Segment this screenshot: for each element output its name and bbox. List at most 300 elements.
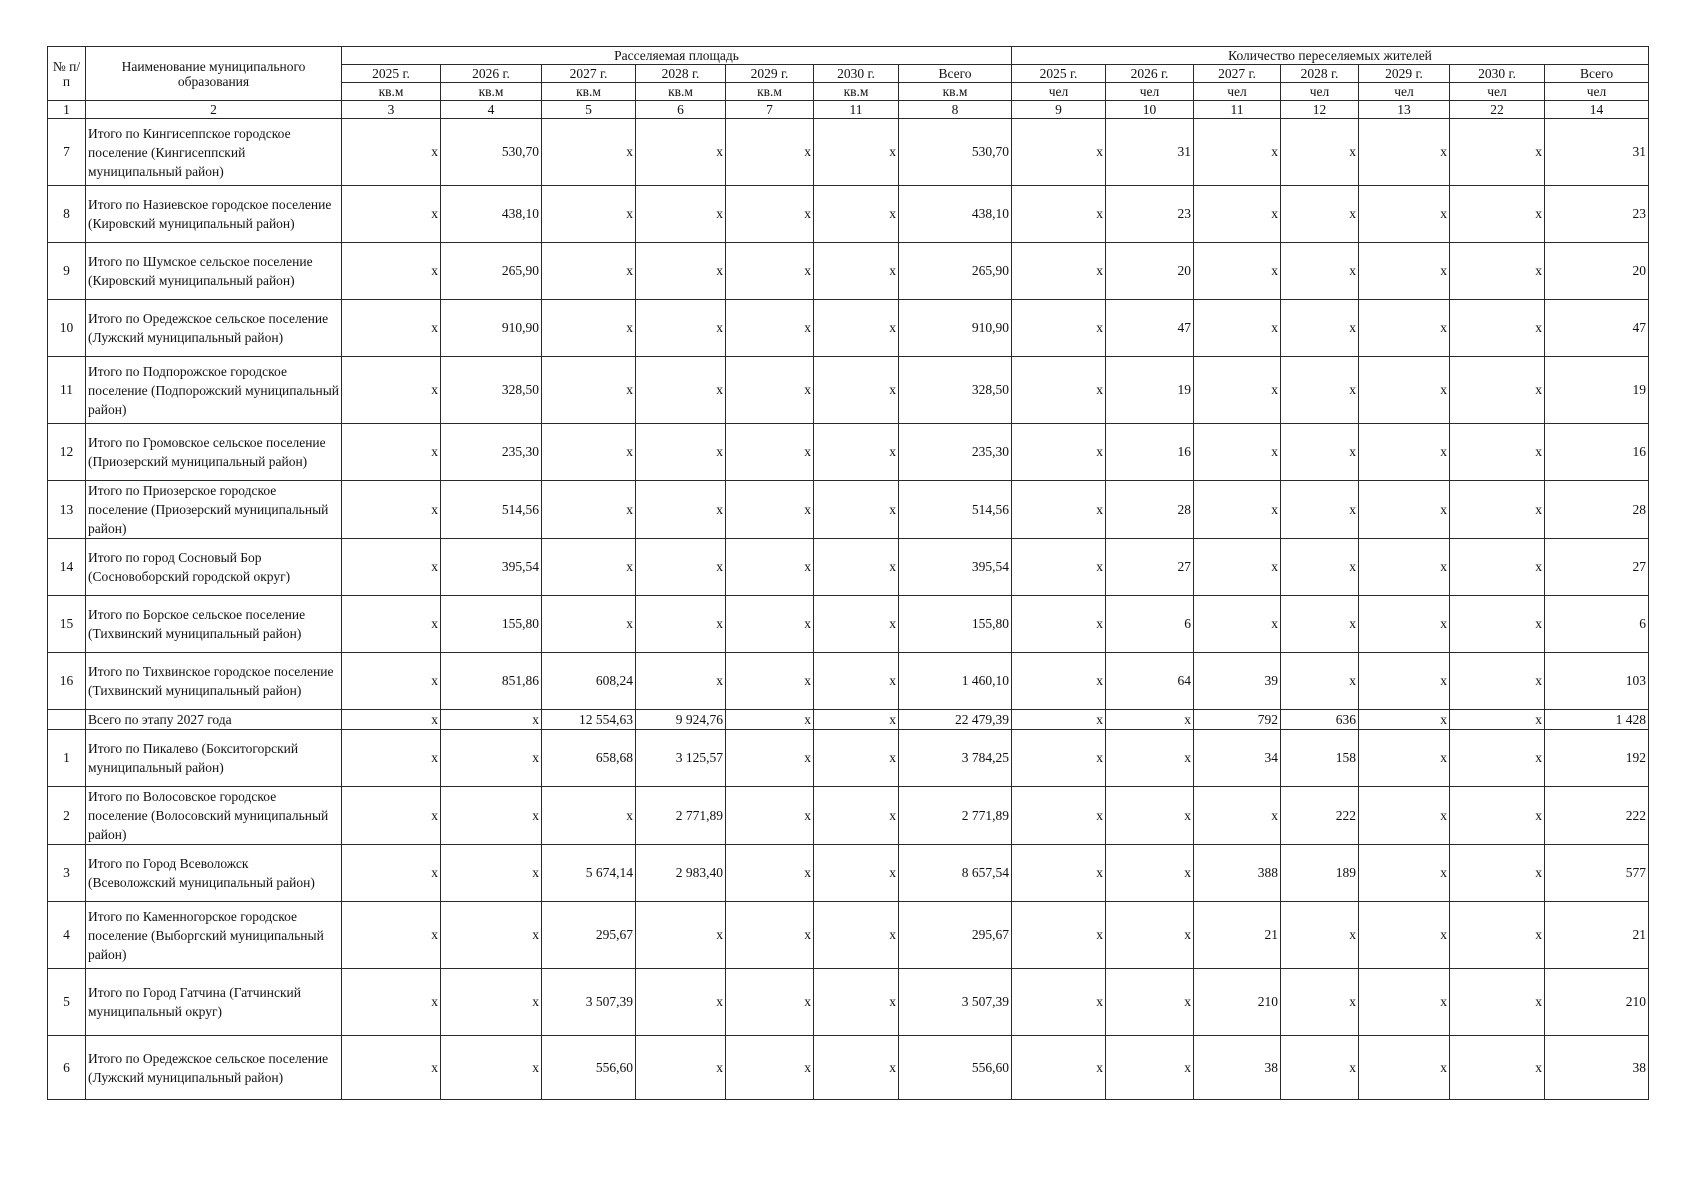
area-value-cell: x — [814, 481, 899, 539]
area-value-cell: x — [726, 730, 814, 787]
area-value-cell: x — [441, 902, 542, 969]
residents-total-cell: 6 — [1545, 596, 1649, 653]
residents-value-cell: x — [1012, 357, 1106, 424]
area-value-cell: x — [441, 1036, 542, 1100]
area-value-cell: x — [814, 186, 899, 243]
municipality-name: Итого по Борское сельское поселение (Тихвинский муниципальный район) — [86, 596, 342, 653]
table-row — [48, 539, 1649, 596]
area-value-cell: x — [342, 653, 441, 710]
municipality-name: Всего по этапу 2027 года — [86, 710, 342, 730]
area-value-cell: x — [342, 119, 441, 186]
residents-value-cell: 210 — [1194, 969, 1281, 1036]
residents-value-cell: x — [1012, 481, 1106, 539]
column-number: 14 — [1545, 101, 1649, 119]
header-residents-year: 2025 г. — [1012, 65, 1106, 83]
header-area-year: 2028 г. — [636, 65, 726, 83]
area-value-cell: x — [814, 1036, 899, 1100]
residents-value-cell: x — [1450, 596, 1545, 653]
area-value-cell: x — [636, 969, 726, 1036]
municipality-name: Итого по Оредежское сельское поселение (Лужский муниципальный район) — [86, 300, 342, 357]
area-value-cell: x — [726, 300, 814, 357]
area-value-cell: x — [342, 243, 441, 300]
municipality-name: Итого по Пикалево (Бокситогорский муниципальный район) — [86, 730, 342, 787]
row-number: 14 — [48, 539, 86, 596]
table-row — [48, 300, 1649, 357]
header-residents-unit: чел — [1545, 83, 1649, 101]
area-total-cell: 8 657,54 — [899, 845, 1012, 902]
residents-value-cell: x — [1359, 596, 1450, 653]
area-value-cell: 235,30 — [441, 424, 542, 481]
area-value-cell: 556,60 — [542, 1036, 636, 1100]
residents-value-cell: x — [1450, 119, 1545, 186]
residents-value-cell: 38 — [1194, 1036, 1281, 1100]
area-value-cell: 658,68 — [542, 730, 636, 787]
area-value-cell: x — [814, 119, 899, 186]
residents-value-cell: 39 — [1194, 653, 1281, 710]
area-total-cell: 395,54 — [899, 539, 1012, 596]
area-value-cell: 438,10 — [441, 186, 542, 243]
area-value-cell: x — [636, 357, 726, 424]
residents-total-cell: 47 — [1545, 300, 1649, 357]
area-value-cell: x — [814, 424, 899, 481]
header-residents-unit: чел — [1281, 83, 1359, 101]
header-num: № п/п — [48, 47, 86, 101]
residents-value-cell: x — [1359, 1036, 1450, 1100]
area-value-cell: x — [726, 481, 814, 539]
residents-value-cell: x — [1012, 596, 1106, 653]
table-body — [48, 119, 1649, 1100]
area-value-cell: x — [342, 186, 441, 243]
residents-value-cell: x — [1281, 1036, 1359, 1100]
residents-value-cell: x — [1012, 653, 1106, 710]
area-value-cell: 12 554,63 — [542, 710, 636, 730]
area-total-cell: 438,10 — [899, 186, 1012, 243]
row-number: 15 — [48, 596, 86, 653]
municipality-name: Итого по Оредежское сельское поселение (Лужский муниципальный район) — [86, 1036, 342, 1100]
row-number: 2 — [48, 787, 86, 845]
area-value-cell: x — [726, 424, 814, 481]
residents-value-cell: x — [1012, 424, 1106, 481]
residents-value-cell: x — [1359, 969, 1450, 1036]
residents-value-cell: x — [1281, 653, 1359, 710]
area-value-cell: x — [814, 539, 899, 596]
area-value-cell: 9 924,76 — [636, 710, 726, 730]
residents-value-cell: x — [1194, 186, 1281, 243]
residents-value-cell: x — [1106, 902, 1194, 969]
residents-value-cell: x — [1281, 969, 1359, 1036]
residents-value-cell: x — [1359, 787, 1450, 845]
residents-value-cell: x — [1281, 186, 1359, 243]
residents-value-cell: x — [1194, 243, 1281, 300]
table-header — [48, 47, 1649, 119]
header-area-year: 2026 г. — [441, 65, 542, 83]
area-value-cell: x — [342, 424, 441, 481]
header-residents-year: 2026 г. — [1106, 65, 1194, 83]
header-residents-unit: чел — [1012, 83, 1106, 101]
area-value-cell: x — [636, 1036, 726, 1100]
residents-value-cell: x — [1012, 1036, 1106, 1100]
area-total-cell: 514,56 — [899, 481, 1012, 539]
header-area-year: 2027 г. — [542, 65, 636, 83]
residents-value-cell: x — [1012, 902, 1106, 969]
column-number: 3 — [342, 101, 441, 119]
area-value-cell: x — [441, 969, 542, 1036]
residents-value-cell: x — [1012, 300, 1106, 357]
column-number: 2 — [86, 101, 342, 119]
area-value-cell: x — [814, 653, 899, 710]
area-value-cell: 155,80 — [441, 596, 542, 653]
residents-value-cell: 64 — [1106, 653, 1194, 710]
area-value-cell: x — [726, 243, 814, 300]
header-residents-unit: чел — [1106, 83, 1194, 101]
area-total-cell: 235,30 — [899, 424, 1012, 481]
area-value-cell: x — [726, 119, 814, 186]
header-area-year: 2030 г. — [814, 65, 899, 83]
area-value-cell: 3 507,39 — [542, 969, 636, 1036]
area-value-cell: x — [814, 596, 899, 653]
header-residents-year: 2029 г. — [1359, 65, 1450, 83]
residents-value-cell: x — [1450, 653, 1545, 710]
residents-value-cell: x — [1450, 710, 1545, 730]
residents-value-cell: x — [1281, 243, 1359, 300]
area-total-cell: 556,60 — [899, 1036, 1012, 1100]
area-value-cell: x — [441, 787, 542, 845]
area-value-cell: x — [814, 969, 899, 1036]
header-area-year: 2025 г. — [342, 65, 441, 83]
area-value-cell: x — [342, 969, 441, 1036]
header-area-unit: кв.м — [726, 83, 814, 101]
row-number: 13 — [48, 481, 86, 539]
municipality-name: Итого по Громовское сельское поселение (Приозерский муниципальный район) — [86, 424, 342, 481]
area-value-cell: 395,54 — [441, 539, 542, 596]
residents-value-cell: x — [1450, 300, 1545, 357]
area-value-cell: x — [814, 710, 899, 730]
area-total-cell: 295,67 — [899, 902, 1012, 969]
area-value-cell: x — [342, 481, 441, 539]
residents-value-cell: x — [1194, 787, 1281, 845]
column-number: 7 — [726, 101, 814, 119]
residents-value-cell: x — [1359, 845, 1450, 902]
row-number: 8 — [48, 186, 86, 243]
residents-value-cell: 28 — [1106, 481, 1194, 539]
residents-value-cell: 31 — [1106, 119, 1194, 186]
row-number: 12 — [48, 424, 86, 481]
table-row — [48, 902, 1649, 969]
residents-value-cell: x — [1359, 730, 1450, 787]
area-total-cell: 2 771,89 — [899, 787, 1012, 845]
residents-value-cell: x — [1012, 119, 1106, 186]
row-number: 9 — [48, 243, 86, 300]
column-number: 11 — [1194, 101, 1281, 119]
area-total-cell: 328,50 — [899, 357, 1012, 424]
row-number: 7 — [48, 119, 86, 186]
resettlement-table — [47, 46, 1649, 1100]
header-area-unit: кв.м — [342, 83, 441, 101]
area-value-cell: x — [441, 730, 542, 787]
area-total-cell: 3 784,25 — [899, 730, 1012, 787]
table-row — [48, 787, 1649, 845]
area-value-cell: x — [814, 300, 899, 357]
area-value-cell: x — [726, 969, 814, 1036]
area-value-cell: 514,56 — [441, 481, 542, 539]
header-area-unit: кв.м — [899, 83, 1012, 101]
area-value-cell: x — [726, 710, 814, 730]
header-residents-unit: чел — [1194, 83, 1281, 101]
residents-value-cell: x — [1012, 539, 1106, 596]
residents-total-cell: 210 — [1545, 969, 1649, 1036]
table-row — [48, 1036, 1649, 1100]
residents-value-cell: x — [1359, 357, 1450, 424]
area-value-cell: x — [542, 424, 636, 481]
area-value-cell: x — [636, 539, 726, 596]
residents-value-cell: x — [1012, 186, 1106, 243]
residents-value-cell: x — [1281, 596, 1359, 653]
table-row — [48, 481, 1649, 539]
residents-value-cell: 6 — [1106, 596, 1194, 653]
header-residents-unit: чел — [1450, 83, 1545, 101]
residents-value-cell: x — [1281, 119, 1359, 186]
municipality-name: Итого по Назиевское городское поселение (Кировский муниципальный район) — [86, 186, 342, 243]
residents-value-cell: 636 — [1281, 710, 1359, 730]
area-value-cell: x — [726, 653, 814, 710]
residents-value-cell: 158 — [1281, 730, 1359, 787]
area-total-cell: 530,70 — [899, 119, 1012, 186]
table-row — [48, 186, 1649, 243]
area-value-cell: x — [726, 596, 814, 653]
table-row — [48, 730, 1649, 787]
residents-total-cell: 23 — [1545, 186, 1649, 243]
municipality-name: Итого по Город Всеволожск (Всеволожский муниципальный район) — [86, 845, 342, 902]
residents-value-cell: x — [1359, 119, 1450, 186]
area-value-cell: 265,90 — [441, 243, 542, 300]
residents-total-cell: 16 — [1545, 424, 1649, 481]
area-value-cell: x — [542, 300, 636, 357]
column-number: 1 — [48, 101, 86, 119]
area-value-cell: x — [636, 243, 726, 300]
area-value-cell: x — [814, 357, 899, 424]
municipality-name: Итого по Шумское сельское поселение (Кировский муниципальный район) — [86, 243, 342, 300]
table-row — [48, 969, 1649, 1036]
residents-value-cell: x — [1194, 481, 1281, 539]
area-value-cell: x — [726, 787, 814, 845]
residents-value-cell: 222 — [1281, 787, 1359, 845]
residents-value-cell: x — [1359, 710, 1450, 730]
residents-total-cell: 19 — [1545, 357, 1649, 424]
municipality-name: Итого по Тихвинское городское поселение (Тихвинский муниципальный район) — [86, 653, 342, 710]
residents-value-cell: x — [1281, 424, 1359, 481]
residents-value-cell: x — [1012, 243, 1106, 300]
residents-value-cell: x — [1281, 902, 1359, 969]
header-area-year: 2029 г. — [726, 65, 814, 83]
residents-value-cell: x — [1194, 357, 1281, 424]
residents-value-cell: 20 — [1106, 243, 1194, 300]
area-value-cell: x — [726, 845, 814, 902]
residents-value-cell: x — [1194, 424, 1281, 481]
area-value-cell: 328,50 — [441, 357, 542, 424]
area-value-cell: x — [441, 845, 542, 902]
area-value-cell: x — [814, 730, 899, 787]
header-name: Наименование муниципального образования — [86, 47, 342, 101]
row-number: 6 — [48, 1036, 86, 1100]
row-number: 5 — [48, 969, 86, 1036]
residents-value-cell: x — [1012, 730, 1106, 787]
residents-value-cell: x — [1450, 539, 1545, 596]
residents-value-cell: x — [1194, 596, 1281, 653]
area-value-cell: 608,24 — [542, 653, 636, 710]
municipality-name: Итого по город Сосновый Бор (Сосновоборский городской округ) — [86, 539, 342, 596]
area-value-cell: x — [814, 902, 899, 969]
area-value-cell: 530,70 — [441, 119, 542, 186]
residents-value-cell: x — [1194, 119, 1281, 186]
residents-value-cell: 27 — [1106, 539, 1194, 596]
municipality-name: Итого по Подпорожское городское поселение (Подпорожский муниципальный район) — [86, 357, 342, 424]
residents-total-cell: 21 — [1545, 902, 1649, 969]
column-number: 11 — [814, 101, 899, 119]
area-value-cell: x — [542, 357, 636, 424]
residents-value-cell: x — [1012, 845, 1106, 902]
row-number: 10 — [48, 300, 86, 357]
header-area-unit: кв.м — [636, 83, 726, 101]
residents-value-cell: x — [1106, 710, 1194, 730]
header-area-unit: кв.м — [814, 83, 899, 101]
residents-value-cell: x — [1450, 730, 1545, 787]
header-area-total: Всего — [899, 65, 1012, 83]
header-residents-year: 2030 г. — [1450, 65, 1545, 83]
table-row — [48, 357, 1649, 424]
residents-value-cell: x — [1359, 243, 1450, 300]
residents-total-cell: 192 — [1545, 730, 1649, 787]
municipality-name: Итого по Каменногорское городское поселение (Выборгский муниципальный район) — [86, 902, 342, 969]
area-value-cell: x — [636, 653, 726, 710]
residents-value-cell: 388 — [1194, 845, 1281, 902]
area-value-cell: 295,67 — [542, 902, 636, 969]
area-value-cell: x — [542, 243, 636, 300]
residents-value-cell: x — [1194, 539, 1281, 596]
area-value-cell: x — [342, 357, 441, 424]
column-number: 12 — [1281, 101, 1359, 119]
residents-value-cell: x — [1281, 300, 1359, 357]
residents-value-cell: x — [1106, 1036, 1194, 1100]
residents-value-cell: 16 — [1106, 424, 1194, 481]
column-numbers-row — [48, 101, 1649, 119]
residents-value-cell: x — [1359, 424, 1450, 481]
header-area-unit: кв.м — [441, 83, 542, 101]
residents-value-cell: x — [1106, 845, 1194, 902]
residents-value-cell: x — [1450, 787, 1545, 845]
area-value-cell: x — [542, 186, 636, 243]
header-residents-year: 2028 г. — [1281, 65, 1359, 83]
row-number: 16 — [48, 653, 86, 710]
residents-value-cell: x — [1012, 787, 1106, 845]
residents-value-cell: 21 — [1194, 902, 1281, 969]
area-value-cell: x — [726, 1036, 814, 1100]
area-total-cell: 155,80 — [899, 596, 1012, 653]
table-row — [48, 710, 1649, 730]
area-value-cell: x — [342, 845, 441, 902]
area-value-cell: x — [542, 596, 636, 653]
table-row — [48, 596, 1649, 653]
row-number: 4 — [48, 902, 86, 969]
column-number: 8 — [899, 101, 1012, 119]
column-number: 10 — [1106, 101, 1194, 119]
header-area-unit: кв.м — [542, 83, 636, 101]
area-value-cell: x — [636, 596, 726, 653]
residents-total-cell: 38 — [1545, 1036, 1649, 1100]
residents-value-cell: x — [1281, 539, 1359, 596]
residents-value-cell: x — [1359, 902, 1450, 969]
column-number: 4 — [441, 101, 542, 119]
table-row — [48, 424, 1649, 481]
area-value-cell: 3 125,57 — [636, 730, 726, 787]
area-value-cell: x — [814, 787, 899, 845]
area-value-cell: x — [542, 539, 636, 596]
residents-value-cell: x — [1450, 424, 1545, 481]
residents-value-cell: x — [1359, 300, 1450, 357]
residents-total-cell: 103 — [1545, 653, 1649, 710]
residents-value-cell: 47 — [1106, 300, 1194, 357]
residents-value-cell: 189 — [1281, 845, 1359, 902]
column-number: 6 — [636, 101, 726, 119]
residents-value-cell: x — [1106, 787, 1194, 845]
table-row — [48, 243, 1649, 300]
residents-value-cell: x — [1450, 481, 1545, 539]
residents-total-cell: 27 — [1545, 539, 1649, 596]
table-row — [48, 653, 1649, 710]
residents-value-cell: x — [1359, 539, 1450, 596]
area-value-cell: x — [636, 300, 726, 357]
residents-value-cell: x — [1450, 357, 1545, 424]
row-number: 1 — [48, 730, 86, 787]
residents-value-cell: x — [1359, 186, 1450, 243]
area-value-cell: 5 674,14 — [542, 845, 636, 902]
column-number: 5 — [542, 101, 636, 119]
residents-total-cell: 222 — [1545, 787, 1649, 845]
residents-value-cell: x — [1359, 653, 1450, 710]
column-number: 9 — [1012, 101, 1106, 119]
area-total-cell: 22 479,39 — [899, 710, 1012, 730]
residents-value-cell: x — [1106, 730, 1194, 787]
residents-total-cell: 28 — [1545, 481, 1649, 539]
residents-total-cell: 31 — [1545, 119, 1649, 186]
residents-value-cell: 23 — [1106, 186, 1194, 243]
header-residents-group: Количество переселяемых жителей — [1012, 47, 1649, 65]
residents-value-cell: x — [1450, 902, 1545, 969]
area-value-cell: 910,90 — [441, 300, 542, 357]
area-value-cell: 2 771,89 — [636, 787, 726, 845]
residents-value-cell: x — [1281, 481, 1359, 539]
row-number: 3 — [48, 845, 86, 902]
area-total-cell: 265,90 — [899, 243, 1012, 300]
residents-value-cell: x — [1106, 969, 1194, 1036]
area-value-cell: x — [726, 902, 814, 969]
residents-value-cell: x — [1281, 357, 1359, 424]
row-number: 11 — [48, 357, 86, 424]
residents-value-cell: x — [1450, 243, 1545, 300]
area-value-cell: x — [726, 357, 814, 424]
residents-value-cell: x — [1450, 969, 1545, 1036]
area-value-cell: x — [636, 119, 726, 186]
area-value-cell: x — [636, 186, 726, 243]
area-value-cell: x — [342, 596, 441, 653]
table-row — [48, 119, 1649, 186]
row-number — [48, 710, 86, 730]
area-value-cell: 851,86 — [441, 653, 542, 710]
header-area-group: Расселяемая площадь — [342, 47, 1012, 65]
column-number: 13 — [1359, 101, 1450, 119]
area-value-cell: x — [542, 119, 636, 186]
residents-value-cell: x — [1359, 481, 1450, 539]
header-residents-unit: чел — [1359, 83, 1450, 101]
